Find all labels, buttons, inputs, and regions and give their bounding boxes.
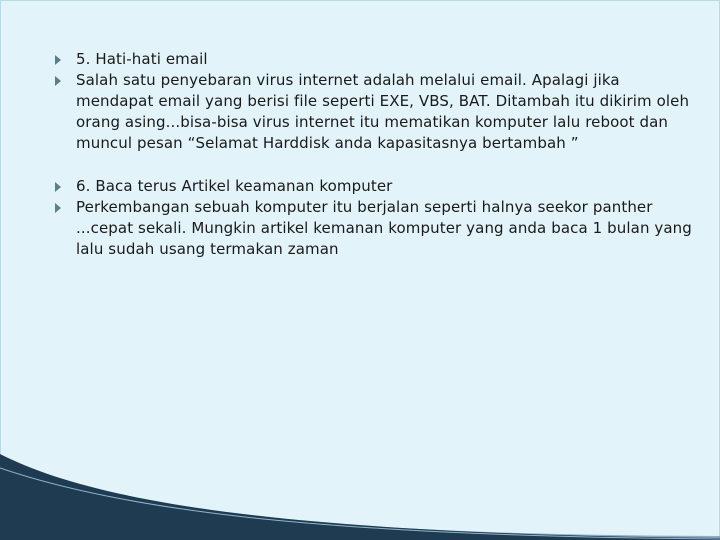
bullet-text: Perkembangan sebuah komputer itu berjalan seperti halnya seekor panther ...cepat sekali. Mungkin artikel kemanan komputer yang anda baca 1 bulan yang lalu sudah usang termakan zaman	[76, 198, 692, 258]
bullet-item-heading	[54, 49, 694, 70]
bullet-text: 6. Baca terus Artikel keamanan komputer	[76, 177, 393, 195]
tip-group-5	[54, 49, 694, 154]
bullet-text: 5. Hati-hati email	[76, 50, 208, 68]
right-triangle-bullet-icon	[54, 203, 62, 213]
bullet-text: Salah satu penyebaran virus internet adalah melalui email. Apalagi jika mendapat email yang berisi file seperti EXE, VBS, BAT. Ditambah itu dikirim oleh orang asing...bisa-bisa virus internet itu mematikan komputer lalu reboot dan muncul pesan “Selamat Harddisk anda kapasitasnya bertambah ”	[76, 71, 690, 152]
right-triangle-bullet-icon	[54, 55, 62, 65]
bullet-item-body	[54, 197, 694, 260]
right-triangle-bullet-icon	[54, 182, 62, 192]
bullet-item-heading	[54, 176, 694, 197]
bullet-item-body	[54, 70, 694, 154]
tip-group-6	[54, 176, 694, 260]
right-triangle-bullet-icon	[54, 76, 62, 86]
decorative-wave	[0, 450, 720, 540]
